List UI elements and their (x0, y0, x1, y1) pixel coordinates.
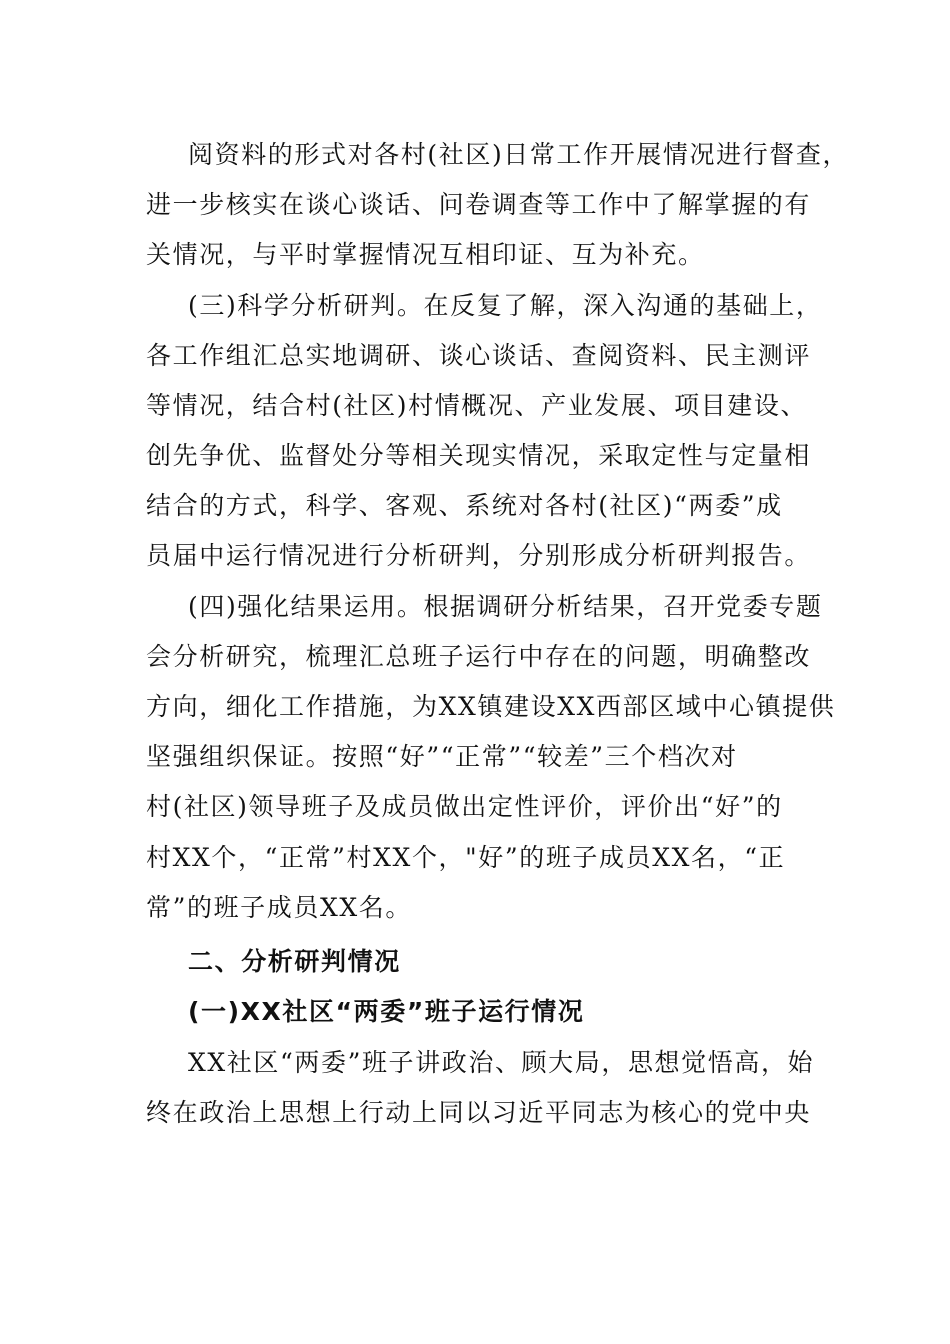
section-heading: 二、分析研判情况 (188, 947, 401, 976)
text-line: 会分析研究，梳理汇总班子运行中存在的问题，明确整改 (146, 642, 812, 671)
text-line: 进一步核实在谈心谈话、问卷调查等工作中了解掌握的有 (146, 190, 812, 219)
text-line: 员届中运行情况进行分析研判，分别形成分析研判报告。 (146, 541, 812, 570)
text-line: 村(社区)领导班子及成员做出定性评价，评价出“好”的 (146, 792, 783, 821)
text-line: (三)科学分析研判。在反复了解，深入沟通的基础上， (188, 291, 823, 320)
text-line: 坚强组织保证。按照“好”“正常”“较差”三个档次对 (146, 742, 738, 771)
text-line: 结合的方式，科学、客观、系统对各村(社区)“两委”成 (146, 491, 783, 520)
text-line: 各工作组汇总实地调研、谈心谈话、查阅资料、民主测评 (146, 341, 812, 370)
text-line: 终在政治上思想上行动上同以习近平同志为核心的党中央 (146, 1098, 812, 1127)
text-line: 常”的班子成员XX名。 (146, 893, 412, 922)
text-line: 阅资料的形式对各村(社区)日常工作开展情况进行督查， (188, 140, 850, 169)
text-line: XX社区“两委”班子讲政治、顾大局，思想觉悟高，始 (188, 1048, 815, 1077)
text-line: 方向，细化工作措施，为XX镇建设XX西部区域中心镇提供 (146, 692, 836, 721)
text-line: 关情况，与平时掌握情况互相印证、互为补充。 (146, 240, 705, 269)
text-line: (四)强化结果运用。根据调研分析结果，召开党委专题 (188, 592, 823, 621)
text-line: 等情况，结合村(社区)村情概况、产业发展、项目建设、 (146, 391, 808, 420)
subsection-heading: (一)XX社区“两委”班子运行情况 (188, 997, 585, 1026)
text-line: 创先争优、监督处分等相关现实情况，采取定性与定量相 (146, 441, 812, 470)
text-line: 村XX个，“正常”村XX个，"好”的班子成员XX名，“正 (146, 843, 786, 872)
